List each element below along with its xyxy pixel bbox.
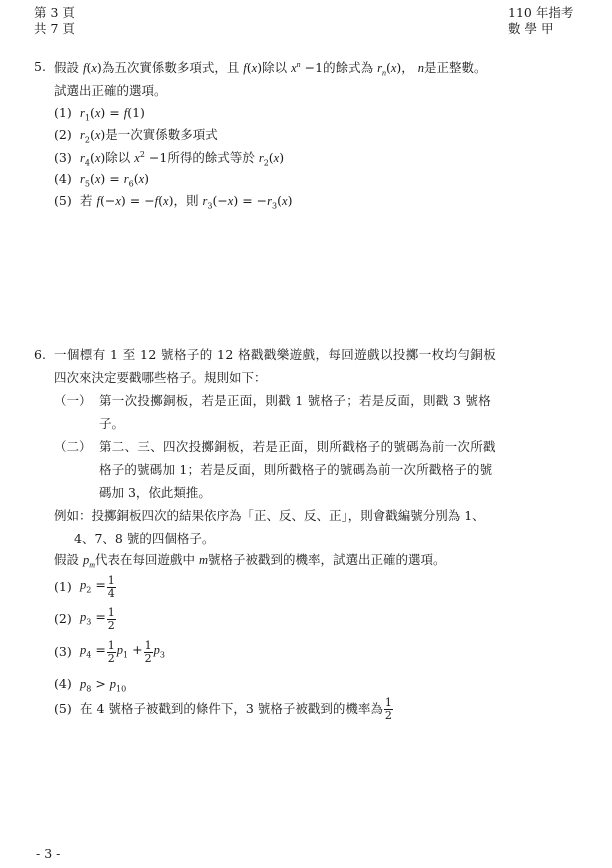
fraction: $\frac{1}{4}$ <box>107 574 115 600</box>
stem-text: ， <box>401 60 414 76</box>
rule-text: 碼加 3，依此類推。 <box>99 485 211 500</box>
math-f-of-x: f <box>82 61 87 76</box>
math-n: n <box>417 61 425 76</box>
option-5: (5) 若 f(−x) = −f(x)，則 $r_3(-x) = -r_3(x)$ <box>54 193 293 211</box>
exam-name: 110 年指考 <box>508 5 574 20</box>
stem-text: 是正整數。 <box>424 60 487 76</box>
total-pages-label: 共 7 頁 <box>34 21 75 36</box>
example-text: 例如：投擲銅板四次的結果依序為「正、反、反、正」，則會戳編號分別為 1、 <box>54 508 485 523</box>
fraction: $\frac{1}{2}$ <box>107 606 115 632</box>
stem-text: 除以 <box>262 60 292 76</box>
option-1: (1) $p_2$ = $\frac{1}{4}$ <box>54 574 115 600</box>
option-4: (4) $r_5(x) = r_6(x)$ <box>54 171 150 189</box>
rule-text: 第二、三、四次投擲銅板，若是正面，則所戳格子的號碼為前一次所戳 <box>99 439 496 454</box>
option-3: (3) $p_4$ = $\frac{1}{2}$ $p_1$ + $\frac{1}{2}$ $p_3$ <box>54 639 165 665</box>
rule-label: （一） <box>54 393 92 408</box>
fraction: $\frac{1}{2}$ <box>144 639 152 665</box>
stem-text: 為五次實係數多項式，且 <box>101 60 244 76</box>
question-number: 6. <box>34 347 46 362</box>
stem-text: 假設 <box>54 60 83 76</box>
fraction: $\frac{1}{2}$ <box>107 639 115 665</box>
rule-text: 第一次投擲銅板，若是正面，則戳 1 號格子；若是反面，則戳 3 號格 <box>99 393 492 408</box>
page-number: - 3 - <box>36 846 61 861</box>
stem-text: 的餘式為 <box>323 60 378 76</box>
subject-name: 數 學 甲 <box>508 21 554 36</box>
rule-text: 子。 <box>99 416 125 431</box>
question-number: 5. <box>34 59 46 74</box>
question-intro-line: 四次來決定要戳哪些格子。規則如下： <box>54 370 267 385</box>
question-stem-line: 假設 f(x)為五次實係數多項式，且 f(x)除以 $x^n -1$的餘式為 $r_n(x)$， n是正整數。 <box>54 60 487 78</box>
rule-label: （二） <box>54 439 92 454</box>
option-3: (3) $r_4(x)$除以 $x^2 -1$所得的餘式等於 $r_2(x)$ <box>54 150 285 168</box>
option-2: (2) $p_3$ = $\frac{1}{2}$ <box>54 606 115 632</box>
assumption-line: 假設 $p_m$代表在每回遊戲中 m號格子被戳到的機率，試選出正確的選項。 <box>54 552 446 570</box>
option-2: (2) $r_2(x)$是一次實係數多項式 <box>54 127 218 145</box>
option-1: (1) $r_1(x) = f(1)$ <box>54 105 145 123</box>
example-text: 4、7、8 號的四個格子。 <box>74 531 215 546</box>
fraction: $\frac{1}{2}$ <box>384 696 392 722</box>
option-4: (4) $p_8 > p_{10}$ <box>54 676 127 694</box>
question-instruction: 試選出正確的選項。 <box>54 83 167 98</box>
question-intro-line: 一個標有 1 至 12 號格子的 12 格戳戳樂遊戲，每回遊戲以投擲一枚均勻銅板 <box>54 347 497 362</box>
page-label: 第 3 頁 <box>34 5 75 20</box>
option-5: (5) 在 4 號格子被戳到的條件下，3 號格子被戳到的機率為 $\frac{1}{2}$ <box>54 696 392 722</box>
rule-text: 格子的號碼加 1；若是反面，則所戳格子的號碼為前一次所戳格子的號 <box>99 462 493 477</box>
